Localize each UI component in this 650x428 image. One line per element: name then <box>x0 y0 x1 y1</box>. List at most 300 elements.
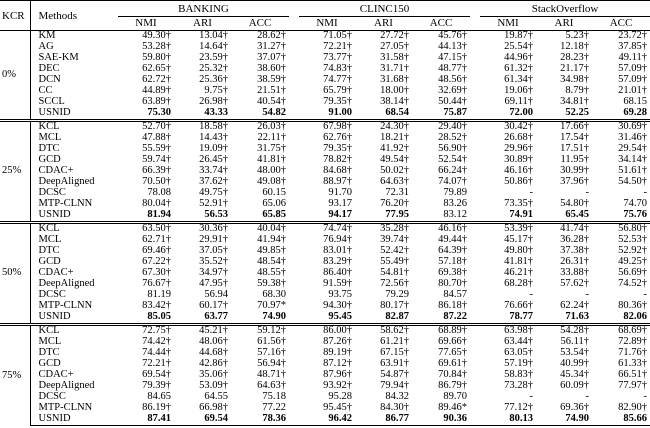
metric-value: 74.74† <box>299 223 355 236</box>
metric-value: 9.75† <box>204 85 228 97</box>
metric-value: 29.40† <box>412 121 470 134</box>
metric-value: 93.17 <box>328 198 353 210</box>
metric-value: 74.83† <box>323 63 353 75</box>
metric-value: 53.28† <box>142 41 171 53</box>
metric-value: 78.36 <box>231 414 289 426</box>
metric-value: 80.70† <box>438 278 468 290</box>
metric-value: 65.79† <box>323 85 353 97</box>
metric-value: 84.68† <box>323 165 353 177</box>
metric-value: 74.44† <box>142 347 171 359</box>
metric-value: 74.90 <box>262 311 287 323</box>
metric-value: 54.82 <box>262 107 287 119</box>
metric-value: 52.92† <box>618 245 648 257</box>
metric-value: 79.35† <box>323 143 353 155</box>
metric-value: 58.62† <box>355 325 412 338</box>
metric-value: 49.08† <box>257 176 287 188</box>
metric-value: 78.82† <box>323 154 353 166</box>
metric-value: 63.05† <box>504 347 534 359</box>
metric-value: 46.16† <box>504 165 534 177</box>
metric-value: 28.62† <box>231 31 289 43</box>
metric-header: NMI <box>497 17 519 29</box>
metric-value: 19.09† <box>199 143 228 155</box>
metric-value: 91.00 <box>328 107 353 119</box>
metric-value: 52.70† <box>118 121 174 134</box>
metric-value: 74.77† <box>323 74 353 86</box>
metric-value: 49.44† <box>438 234 468 246</box>
metric-value: 37.96† <box>560 176 590 188</box>
metric-value: 79.35† <box>323 96 353 108</box>
table-row <box>0 177 650 188</box>
metric-header: ACC <box>609 17 633 29</box>
method-name: GCD <box>38 358 61 370</box>
metric-value: 61.56† <box>257 336 287 348</box>
metric-value: 72.21† <box>142 358 171 370</box>
table-row <box>0 301 650 312</box>
metric-value: 72.21† <box>323 41 353 53</box>
metric-value: 62.24† <box>560 300 590 312</box>
metric-value: 45.21† <box>174 325 231 338</box>
metric-value: 60.09† <box>560 380 590 392</box>
metric-value: 44.96† <box>504 52 534 64</box>
method-name: CDAC+ <box>38 369 74 381</box>
metric-value: 40.04† <box>231 223 289 236</box>
metric-value: 63.91† <box>380 358 410 370</box>
metric-value: 44.13† <box>438 41 468 53</box>
metric-value: 49.54† <box>380 154 410 166</box>
metric-value: 57.16† <box>257 347 287 359</box>
metric-value: 18.21† <box>380 132 410 144</box>
metric-value: 80.04† <box>142 198 171 210</box>
metric-value: 79.89 <box>443 187 468 199</box>
method-name: CC <box>38 85 53 97</box>
methods-header: Methods <box>30 1 118 31</box>
metric-header: NMI <box>316 17 338 29</box>
metric-value: 40.54† <box>257 96 287 108</box>
metric-value: 61.21† <box>380 336 410 348</box>
metric-value: 69.11† <box>504 96 534 108</box>
metric-value: 72.56† <box>380 278 410 290</box>
metric-value: 31.68† <box>380 74 410 86</box>
metric-value: 76.94† <box>323 234 353 246</box>
method-name: MCL <box>38 132 62 144</box>
metric-value: 93.75 <box>328 289 353 301</box>
metric-value: 94.17 <box>328 209 353 221</box>
metric-value: 11.95† <box>560 154 590 166</box>
metric-value: 26.45† <box>199 154 228 166</box>
metric-value: 46.16† <box>412 223 470 236</box>
metric-value: 49.30† <box>118 31 174 43</box>
method-name: KCL <box>30 121 118 134</box>
metric-value: 82.90† <box>618 402 648 414</box>
method-name: MCL <box>38 234 62 246</box>
metric-value: 17.66† <box>536 121 592 134</box>
metric-value: 88.97† <box>323 176 353 188</box>
table-row <box>0 279 650 290</box>
metric-value: 57.62† <box>560 278 590 290</box>
metric-value: 65.06 <box>262 198 287 210</box>
metric-value: 41.92† <box>380 143 410 155</box>
metric-value: 68.28† <box>504 278 534 290</box>
metric-header: ACC <box>429 17 453 29</box>
metric-value: 44.68† <box>199 347 228 359</box>
metric-value: 70.97* <box>257 300 287 312</box>
metric-value: 96.42 <box>299 414 355 426</box>
metric-value: 26.68† <box>504 132 534 144</box>
metric-value: 64.55 <box>204 391 228 403</box>
metric-value: 89.70 <box>443 391 468 403</box>
metric-value: 66.39† <box>142 165 171 177</box>
method-name: DTC <box>38 143 60 155</box>
metric-value: 73.35† <box>504 198 534 210</box>
metric-value: 49.75† <box>199 187 228 199</box>
metric-value: 95.45† <box>323 402 353 414</box>
method-name: DeepAligned <box>38 278 95 290</box>
method-name: DTC <box>38 245 60 257</box>
metric-value: 21.01† <box>618 85 648 97</box>
metric-value: - <box>585 187 590 199</box>
metric-value: 69.46† <box>142 245 171 257</box>
metric-value: 56.94 <box>204 289 228 301</box>
metric-value: 41.74† <box>536 223 592 236</box>
metric-value: 17.54† <box>560 132 590 144</box>
metric-value: 26.03† <box>231 121 289 134</box>
metric-value: 32.69† <box>438 85 468 97</box>
metric-value: 37.38† <box>560 245 590 257</box>
table-row <box>0 223 650 236</box>
metric-value: 69.54† <box>142 369 171 381</box>
metric-value: 35.52† <box>199 256 228 268</box>
metric-value: 38.14† <box>380 96 410 108</box>
metric-value: 17.51† <box>560 143 590 155</box>
metric-value: 13.04† <box>174 31 231 43</box>
metric-value: - <box>585 289 590 301</box>
metric-value: 31.75† <box>257 143 287 155</box>
metric-value: 84.65 <box>147 391 171 403</box>
metric-value: 57.19† <box>504 358 534 370</box>
metric-value: 45.76† <box>412 31 470 43</box>
metric-value: 77.12† <box>504 402 534 414</box>
metric-value: 56.80† <box>592 223 650 236</box>
metric-value: 8.79† <box>565 85 590 97</box>
method-name: DCN <box>38 74 61 86</box>
metric-value: 39.74† <box>380 234 410 246</box>
method-name: KM <box>30 31 118 43</box>
metric-value: 69.28 <box>623 107 648 119</box>
metric-value: 86.19† <box>142 402 171 414</box>
metric-value: 86.18† <box>438 300 468 312</box>
metric-value: 36.28† <box>560 234 590 246</box>
metric-value: 81.94 <box>147 209 171 221</box>
method-name: GCD <box>38 256 61 268</box>
metric-value: 44.89† <box>142 85 171 97</box>
metric-value: - <box>529 289 534 301</box>
method-name: MTP-CLNN <box>38 402 93 414</box>
metric-value: 85.05 <box>147 311 171 323</box>
metric-value: 67.98† <box>299 121 355 134</box>
metric-value: 33.88† <box>560 267 590 279</box>
metric-value: 34.98† <box>560 74 590 86</box>
metric-value: 79.94† <box>380 380 410 392</box>
metric-value: 77.97† <box>618 380 648 392</box>
metric-value: 83.12 <box>443 209 468 221</box>
metric-value: 57.09† <box>618 74 648 86</box>
metric-value: 77.95 <box>385 209 410 221</box>
metric-value: 62.71† <box>142 234 171 246</box>
metric-value: 69.54 <box>174 414 231 426</box>
metric-value: 68.89† <box>412 325 470 338</box>
metric-value: 34.97† <box>199 267 228 279</box>
metric-value: 81.19 <box>147 289 171 301</box>
metric-value: 31.58† <box>380 52 410 64</box>
kcr-value: 0% <box>0 31 30 121</box>
method-name: MCL <box>38 336 62 348</box>
metric-value: 83.42† <box>142 300 171 312</box>
metric-value: 83.26 <box>443 198 468 210</box>
metric-value: 22.11† <box>257 132 287 144</box>
metric-value: 58.83† <box>504 369 534 381</box>
metric-value: 71.63 <box>565 311 590 323</box>
metric-value: 61.34† <box>504 74 534 86</box>
metric-value: 52.54† <box>438 154 468 166</box>
table-row <box>0 381 650 392</box>
metric-value: 41.81† <box>504 256 534 268</box>
metric-value: 56.69† <box>618 267 648 279</box>
metric-value: 91.70 <box>328 187 353 199</box>
metric-value: - <box>643 289 648 301</box>
metric-header: ACC <box>248 17 272 29</box>
metric-value: 18.58† <box>174 121 231 134</box>
metric-value: 72.75† <box>118 325 174 338</box>
metric-value: 57.18† <box>438 256 468 268</box>
metric-value: 76.67† <box>142 278 171 290</box>
metric-value: 29.54† <box>618 143 648 155</box>
metric-header: ARI <box>554 17 574 29</box>
metric-value: 48.06† <box>199 336 228 348</box>
metric-value: 43.33 <box>204 107 228 119</box>
metric-value: 35.28† <box>355 223 412 236</box>
metric-value: 31.71† <box>380 63 410 75</box>
method-name: DeepAligned <box>38 380 95 392</box>
method-name: CDAC+ <box>38 267 74 279</box>
metric-value: 61.33† <box>618 358 648 370</box>
metric-value: 67.30† <box>142 267 171 279</box>
metric-value: 74.52† <box>618 278 648 290</box>
metric-value: 42.86† <box>199 358 228 370</box>
metric-value: 55.59† <box>142 143 171 155</box>
metric-value: 54.28† <box>536 325 592 338</box>
metric-value: 89.46* <box>438 402 468 414</box>
metric-value: 48.54† <box>257 256 287 268</box>
metric-value: 30.89† <box>504 154 534 166</box>
metric-value: 82.87 <box>385 311 410 323</box>
metric-value: 74.70 <box>623 198 648 210</box>
metric-value: 59.38† <box>257 278 287 290</box>
metric-value: 37.62† <box>199 176 228 188</box>
metric-value: 66.98† <box>199 402 228 414</box>
metric-value: 62.65† <box>142 63 171 75</box>
table-row <box>0 312 650 325</box>
table-row <box>0 403 650 414</box>
metric-value: - <box>643 391 648 403</box>
metric-value: 86.40† <box>323 267 353 279</box>
metric-value: 74.07† <box>438 176 468 188</box>
metric-value: 85.66 <box>592 414 650 426</box>
metric-value: 89.19† <box>323 347 353 359</box>
metric-value: 78.08 <box>147 187 171 199</box>
table-row <box>0 188 650 199</box>
metric-value: 75.76 <box>623 209 648 221</box>
kcr-header: KCR <box>0 1 30 31</box>
header-row-datasets <box>0 1 650 17</box>
metric-value: 64.63† <box>257 380 287 392</box>
metric-value: 71.05† <box>299 31 355 43</box>
method-name: SAE-KM <box>38 52 79 64</box>
metric-value: 14.43† <box>199 132 228 144</box>
metric-value: 37.05† <box>199 245 228 257</box>
method-name: DCSC <box>38 391 66 403</box>
metric-value: 63.44† <box>504 336 534 348</box>
metric-value: 52.53† <box>618 234 648 246</box>
metric-value: 69.66† <box>438 336 468 348</box>
metric-value: 62.72† <box>142 74 171 86</box>
metric-value: 72.00 <box>509 107 534 119</box>
metric-value: 64.63† <box>380 176 410 188</box>
method-name: USNID <box>38 209 71 221</box>
metric-value: 87.12† <box>323 358 353 370</box>
table-row <box>0 121 650 134</box>
metric-value: 63.50† <box>118 223 174 236</box>
metric-value: 75.30 <box>147 107 171 119</box>
kcr-value: 25% <box>0 121 30 223</box>
metric-value: 61.32† <box>504 63 534 75</box>
metric-value: 47.88† <box>142 132 171 144</box>
metric-value: 57.09† <box>618 63 648 75</box>
metric-value: 33.74† <box>199 165 228 177</box>
metric-value: 48.56† <box>438 74 468 86</box>
metric-value: 26.98† <box>199 96 228 108</box>
metric-value: 87.22 <box>443 311 468 323</box>
metric-value: 65.45 <box>565 209 590 221</box>
metric-value: 34.14† <box>618 154 648 166</box>
metric-value: 27.05† <box>380 41 410 53</box>
metric-value: 53.54† <box>560 347 590 359</box>
metric-value: 29.91† <box>199 234 228 246</box>
metric-value: 90.36 <box>412 414 470 426</box>
metric-value: 54.87† <box>380 369 410 381</box>
metric-value: 48.55† <box>257 267 287 279</box>
metric-value: 49.25† <box>618 256 648 268</box>
metric-value: 34.81† <box>560 96 590 108</box>
metric-value: 70.50† <box>142 176 171 188</box>
metric-value: 59.74† <box>142 154 171 166</box>
metric-value: 48.71† <box>257 369 287 381</box>
metric-value: 49.85† <box>257 245 287 257</box>
method-name: GCD <box>38 154 61 166</box>
metric-value: 68.69† <box>592 325 650 338</box>
metric-value: - <box>529 187 534 199</box>
metric-value: 12.18† <box>560 41 590 53</box>
metric-value: 54.80† <box>560 198 590 210</box>
metric-value: 28.52† <box>438 132 468 144</box>
metric-value: 47.15† <box>438 52 468 64</box>
metric-value: 62.76† <box>323 132 353 144</box>
metric-value: 53.09† <box>199 380 228 392</box>
metric-value: 25.36† <box>199 74 228 86</box>
metric-value: 53.39† <box>480 223 536 236</box>
metric-value: 25.32† <box>199 63 228 75</box>
metric-value: 82.06 <box>623 311 648 323</box>
metric-value: 76.20† <box>380 198 410 210</box>
metric-value: 56.11† <box>560 336 590 348</box>
metric-value: 56.53 <box>204 209 228 221</box>
metric-value: 31.46† <box>618 132 648 144</box>
metric-value: 83.29† <box>323 256 353 268</box>
metric-value: 59.80† <box>142 52 171 64</box>
table-row <box>0 97 650 108</box>
metric-value: 52.91† <box>199 198 228 210</box>
metric-value: 19.06† <box>504 85 534 97</box>
metric-value: 72.31 <box>385 187 410 199</box>
metric-value: 94.30† <box>323 300 353 312</box>
method-name: USNID <box>38 311 71 323</box>
dataset-header-stackoverflow: StackOverflow <box>480 1 650 17</box>
metric-value: 55.49† <box>380 256 410 268</box>
metric-value: 78.77 <box>509 311 534 323</box>
metric-value: 28.23† <box>560 52 590 64</box>
metric-value: 80.36† <box>618 300 648 312</box>
kcr-value: 75% <box>0 325 30 426</box>
table-row <box>0 199 650 210</box>
method-name: DTC <box>38 347 60 359</box>
metric-value: 69.36† <box>560 402 590 414</box>
method-name: CDAC+ <box>38 165 74 177</box>
metric-value: 74.90 <box>536 414 592 426</box>
metric-value: 49.80† <box>504 245 534 257</box>
metric-value: 50.02† <box>380 165 410 177</box>
metric-value: 23.72† <box>592 31 650 43</box>
metric-value: 74.91 <box>509 209 534 221</box>
metric-value: 46.21† <box>504 267 534 279</box>
method-name: SCCL <box>38 96 65 108</box>
metric-value: 66.51† <box>618 369 648 381</box>
metric-value: 87.41 <box>118 414 174 426</box>
metric-value: 63.77 <box>204 311 228 323</box>
metric-value: 75.18 <box>262 391 287 403</box>
metric-header: ARI <box>374 17 393 29</box>
metric-value: 68.54 <box>385 107 410 119</box>
table-row <box>0 414 650 426</box>
metric-value: 52.25 <box>565 107 590 119</box>
metric-value: 52.42† <box>380 245 410 257</box>
metric-value: 93.92† <box>323 380 353 392</box>
metric-value: 66.24† <box>438 165 468 177</box>
method-name: KCL <box>30 325 118 338</box>
metric-value: 74.42† <box>142 336 171 348</box>
metric-value: 48.00† <box>257 165 287 177</box>
metric-value: - <box>529 391 534 403</box>
method-name: KCL <box>30 223 118 236</box>
metric-value: 19.87† <box>480 31 536 43</box>
method-name: DEC <box>38 63 60 75</box>
metric-value: 18.00† <box>380 85 410 97</box>
metric-value: 59.12† <box>231 325 289 338</box>
metric-value: 27.72† <box>355 31 412 43</box>
metric-value: 87.26† <box>323 336 353 348</box>
metric-value: - <box>643 187 648 199</box>
method-name: MTP-CLNN <box>38 198 93 210</box>
metric-value: 67.22† <box>142 256 171 268</box>
metric-value: 72.89† <box>618 336 648 348</box>
